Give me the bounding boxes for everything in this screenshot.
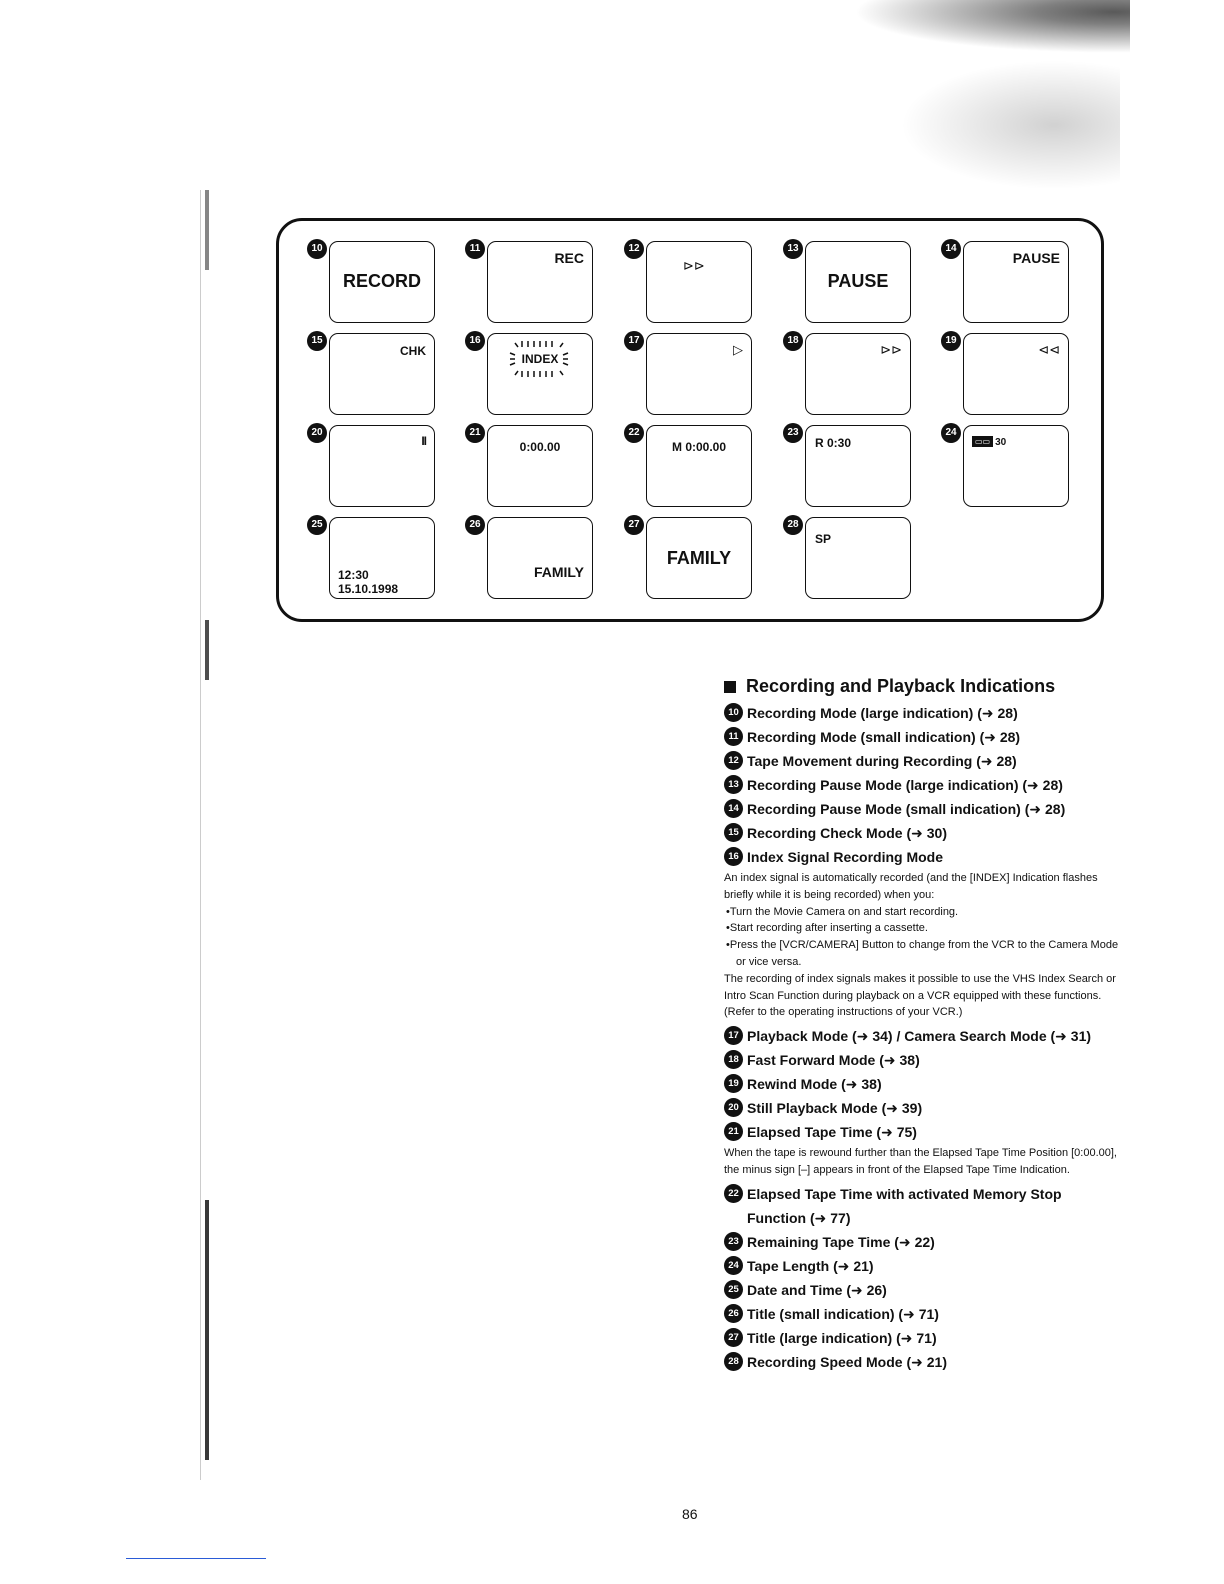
indicator-cell [624,423,774,507]
viewfinder-screen [805,517,911,599]
callout-number: 13 [783,239,803,259]
list-item [724,1302,1124,1326]
bullet-text: •Turn the Movie Camera on and start recording. [726,905,959,918]
viewfinder-screen [646,517,752,599]
item-number: 15 [724,823,743,842]
viewfinder-screen [487,333,593,415]
list-item [724,1350,1124,1374]
callout-number: 10 [307,239,327,259]
list-item [724,749,1124,773]
item-number: 13 [724,775,743,794]
item-label: Still Playback Mode (➜ 39) [747,1100,923,1117]
callout-number: 19 [941,331,961,351]
list-item [724,1024,1124,1048]
viewfinder-screen [487,425,593,507]
list-item [724,773,1124,797]
indicator-text: CHK [400,344,426,358]
item-number: 21 [724,1122,743,1141]
item-label: Playback Mode (➜ 34) / Camera Search Mode (➜ 31) [747,1028,1092,1045]
item-label: Title (large indication) (➜ 71) [747,1329,937,1346]
viewfinder-screen [487,241,593,323]
indicator-text: SP [815,532,832,546]
indicator-cell [307,331,457,415]
list-item [724,1048,1124,1072]
viewfinder-screen [805,333,911,415]
rewind-icon: ⊲⊲ [1038,342,1060,357]
time-text: 12:30 [338,568,369,582]
bottom-rule [126,1558,266,1559]
indicator-cell [624,515,774,599]
item-label: Date and Time (➜ 26) [747,1281,887,1298]
section-heading [724,676,1124,697]
item-label: Recording Mode (large indication) (➜ 28) [747,705,1018,721]
viewfinder-screen [329,333,435,415]
callout-number: 25 [307,515,327,535]
viewfinder-screen [805,425,911,507]
indicator-cell [783,423,933,507]
item-number: 16 [724,847,743,866]
binding-edge [200,190,201,1480]
viewfinder-screen [487,517,593,599]
viewfinder-screen [329,241,435,323]
item-label: Elapsed Tape Time with activated Memory Stop Function (➜ 77) [747,1185,1062,1226]
indicator-cell [941,239,1091,323]
list-item [724,1326,1124,1350]
item-label: Recording Pause Mode (large indication) (➜ 28) [747,777,1063,793]
item-number: 19 [724,1074,743,1093]
indicator-text: RECORD [342,271,421,291]
description-text: The recording of index signals makes it possible to use the VHS Index Search or Intro Scan Function during playback on a VCR equipped with these functions. [724,972,1116,1002]
item-description [724,1145,1124,1179]
indicator-text: PAUSE [827,271,889,291]
tape-length-value: 30 [995,437,1007,448]
item-number: 17 [724,1026,743,1045]
section-heading-text: Recording and Playback Indications [746,676,1056,696]
viewfinder-screen [329,425,435,507]
list-item [724,1072,1124,1096]
viewfinder-screen [329,517,435,599]
indicator-cell [624,239,774,323]
item-label: Tape Movement during Recording (➜ 28) [747,753,1017,769]
indicator-cell [307,239,457,323]
indications-section [724,676,1124,1374]
callout-number: 15 [307,331,327,351]
callout-number: 21 [465,423,485,443]
item-label: Recording Check Mode (➜ 30) [747,825,947,841]
callout-number: 24 [941,423,961,443]
cassette-icon: ▭▭ [972,436,993,447]
indicator-cell [465,239,615,323]
item-label: Title (small indication) (➜ 71) [747,1305,939,1322]
description-text: An index signal is automatically recorded (and the [INDEX] Indication flashes briefly while it is being recorded) when you: [724,872,1098,901]
viewfinder-screen [963,425,1069,507]
item-number: 20 [724,1098,743,1117]
indicator-text: PAUSE [1012,250,1060,266]
scan-artifact-top [810,0,1130,60]
indicator-text: 0:00.00 [519,440,561,454]
item-number: 10 [724,703,743,722]
date-text: 15.10.1998 [338,582,399,596]
callout-number: 22 [624,423,644,443]
callout-number: 20 [307,423,327,443]
bullet-text: •Press the [VCR/CAMERA] Button to change from the VCR to the Camera Mode or vice versa. [726,939,1119,968]
indicator-text: FAMILY [533,564,584,580]
callout-number: 17 [624,331,644,351]
item-number: 28 [724,1352,743,1371]
callout-number: 26 [465,515,485,535]
callout-number: 16 [465,331,485,351]
item-description [724,870,1124,1021]
item-label: Remaining Tape Time (➜ 22) [747,1233,935,1250]
item-number: 26 [724,1304,743,1323]
item-number: 27 [724,1328,743,1347]
item-label: Tape Length (➜ 21) [747,1257,874,1274]
viewfinder-screen [805,241,911,323]
indicator-cell [783,239,933,323]
indicator-cell [307,515,457,599]
list-item [724,1182,1124,1230]
indicator-cell [465,423,615,507]
fast-forward-icon: ⊳⊳ [683,258,705,273]
list-item [724,1230,1124,1254]
indicator-cell [783,331,933,415]
bullet-text: •Start recording after inserting a cassette. [726,922,928,935]
item-label: Rewind Mode (➜ 38) [747,1076,882,1093]
list-item [724,1278,1124,1302]
callout-number: 27 [624,515,644,535]
callout-number: 28 [783,515,803,535]
item-number: 24 [724,1256,743,1275]
viewfinder-screen [963,333,1069,415]
fast-forward-icon: ⊳⊳ [880,342,902,357]
description-text: (Refer to the operating instructions of your VCR.) [724,1006,963,1019]
item-label: Recording Pause Mode (small indication) (➜ 28) [747,801,1066,817]
item-label: Recording Speed Mode (➜ 21) [747,1353,947,1370]
indicator-cell [465,331,615,415]
binding-mark [205,1200,209,1460]
list-item [724,1120,1124,1144]
indicator-cell [941,331,1091,415]
description-text: When the tape is rewound further than the Elapsed Tape Time Position [0:00.00], the minus sign [–] appears in front of the Elapsed Tape Time Indication. [724,1147,1117,1176]
indicator-text: REC [554,250,584,266]
indicator-panel [276,218,1104,622]
item-number: 23 [724,1232,743,1251]
callout-number: 23 [783,423,803,443]
list-item [724,821,1124,845]
item-label: Recording Mode (small indication) (➜ 28) [747,729,1021,745]
callout-number: 11 [465,239,485,259]
viewfinder-screen [963,241,1069,323]
indicator-cell [465,515,615,599]
item-number: 25 [724,1280,743,1299]
item-label: Fast Forward Mode (➜ 38) [747,1052,920,1069]
list-item [724,701,1124,725]
item-label: Elapsed Tape Time (➜ 75) [747,1124,917,1141]
scan-artifact-shadow [900,60,1120,190]
play-icon: ▷ [733,342,743,357]
square-bullet-icon [724,681,736,693]
item-number: 12 [724,751,743,770]
still-pause-icon: II [421,434,426,448]
list-item [724,1096,1124,1120]
binding-mark [205,190,209,270]
callout-number: 12 [624,239,644,259]
viewfinder-screen [646,241,752,323]
item-number: 14 [724,799,743,818]
item-number: 22 [724,1184,743,1203]
viewfinder-screen [646,425,752,507]
binding-mark [205,620,209,680]
callout-number: 18 [783,331,803,351]
callout-number: 14 [941,239,961,259]
item-number: 11 [724,727,743,746]
index-label: INDEX [521,352,559,366]
indicator-cell [941,423,1091,507]
indicator-text: FAMILY [666,548,732,568]
list-item [724,797,1124,821]
indicator-cell [307,423,457,507]
list-item [724,845,1124,869]
tape-length-indicator [972,436,1006,448]
indicator-cell [783,515,933,599]
list-item [724,1254,1124,1278]
indicator-text: R 0:30 [815,436,852,450]
page-number: 86 [682,1506,698,1522]
indicator-cell [624,331,774,415]
list-item [724,725,1124,749]
indicator-text: M 0:00.00 [671,440,727,454]
viewfinder-screen [646,333,752,415]
item-label: Index Signal Recording Mode [747,849,944,865]
item-number: 18 [724,1050,743,1069]
